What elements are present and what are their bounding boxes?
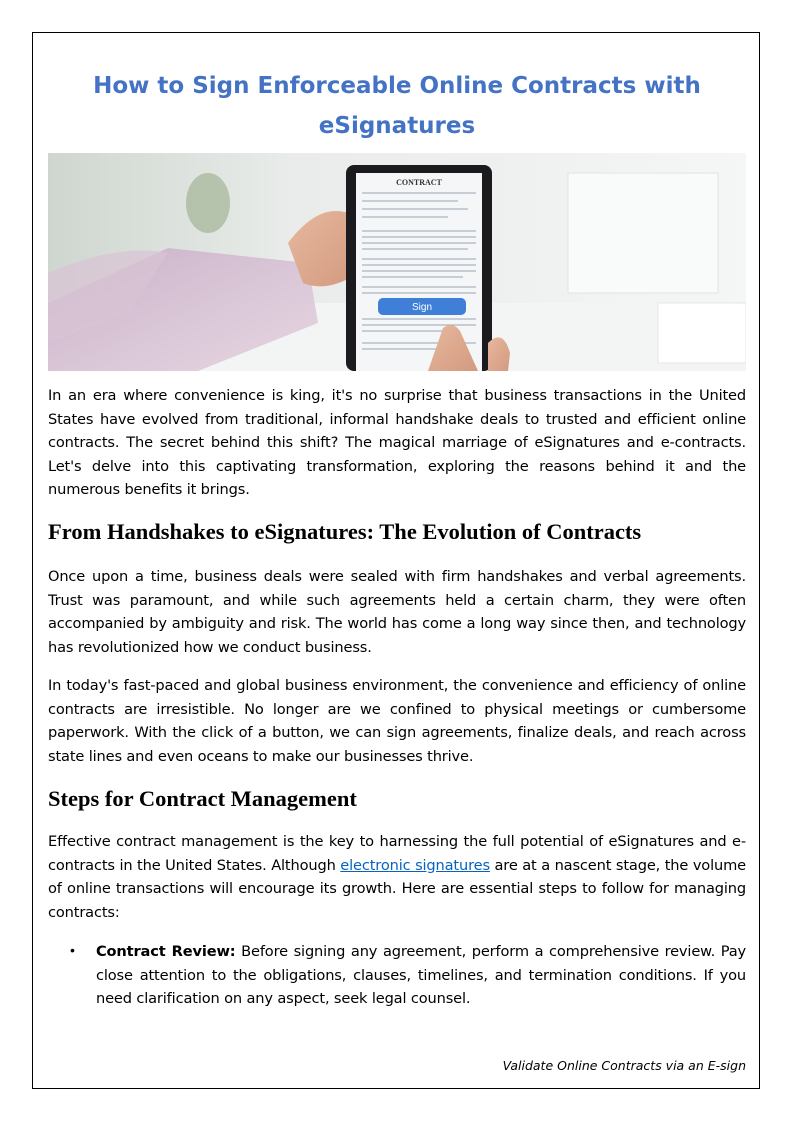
intro-paragraph: In an era where convenience is king, it's no surprise that business transactions in the United States have evolved from traditional, informal handshake deals to trusted and efficient online contracts. The secret behind this shift? The magical marriage of eSignatures and e-contracts. Let's delve into this captivating transformation, exploring the reasons behind it and the numerous benefits it brings. (48, 387, 746, 498)
hand-holding-tablet-signing-contract-image (48, 153, 746, 371)
hero-image (48, 153, 746, 371)
bullet-dot-icon: • (70, 942, 75, 958)
page-footer: Validate Online Contracts via an E-sign (502, 1058, 746, 1073)
evolution-paragraph-2: In today's fast-paced and global business environment, the convenience and efficiency of online contracts are irresistible. No longer are we confined to physical meetings or cumbersome paperwork. With the click of a button, we can sign agreements, finalize deals, and reach across state lines and even oceans to make our businesses thrive. (48, 677, 746, 765)
steps-intro-text-after: are at a nascent stage, the volume of online transactions will encourage its growth. Here are essential steps to follow for managing contracts: (48, 856, 746, 921)
page-title: How to Sign Enforceable Online Contracts with eSignatures (93, 73, 701, 139)
list-item-text: Before signing any agreement, perform a comprehensive review. Pay close attention to the obligations, clauses, timelines, and termination conditions. If you need clarification on any aspect, seek legal counsel. (96, 943, 746, 1007)
section-heading-evolution: From Handshakes to eSignatures: The Evolution of Contracts (48, 519, 642, 544)
tablet-heading: CONTRACT (396, 178, 442, 187)
section-heading-steps: Steps for Contract Management (48, 786, 357, 811)
list-item-contract-review (96, 940, 746, 1011)
evolution-paragraph-1: Once upon a time, business deals were sealed with firm handshakes and verbal agreements. Trust was paramount, and while such agreements held a certain charm, they were often accompanied by ambiguity and risk. The world has come a long way since then, and technology has revolutionized how we conduct business. (48, 568, 746, 656)
steps-intro-paragraph (48, 830, 746, 924)
tablet-sign-button: Sign (411, 302, 433, 313)
list-item-lead: Contract Review: (96, 943, 236, 960)
electronic-signatures-link[interactable]: electronic signatures (340, 856, 490, 874)
steps-intro-text-before: Effective contract management is the key to harnessing the full potential of eSignatures and e-contracts in the United States. Although (48, 833, 746, 874)
